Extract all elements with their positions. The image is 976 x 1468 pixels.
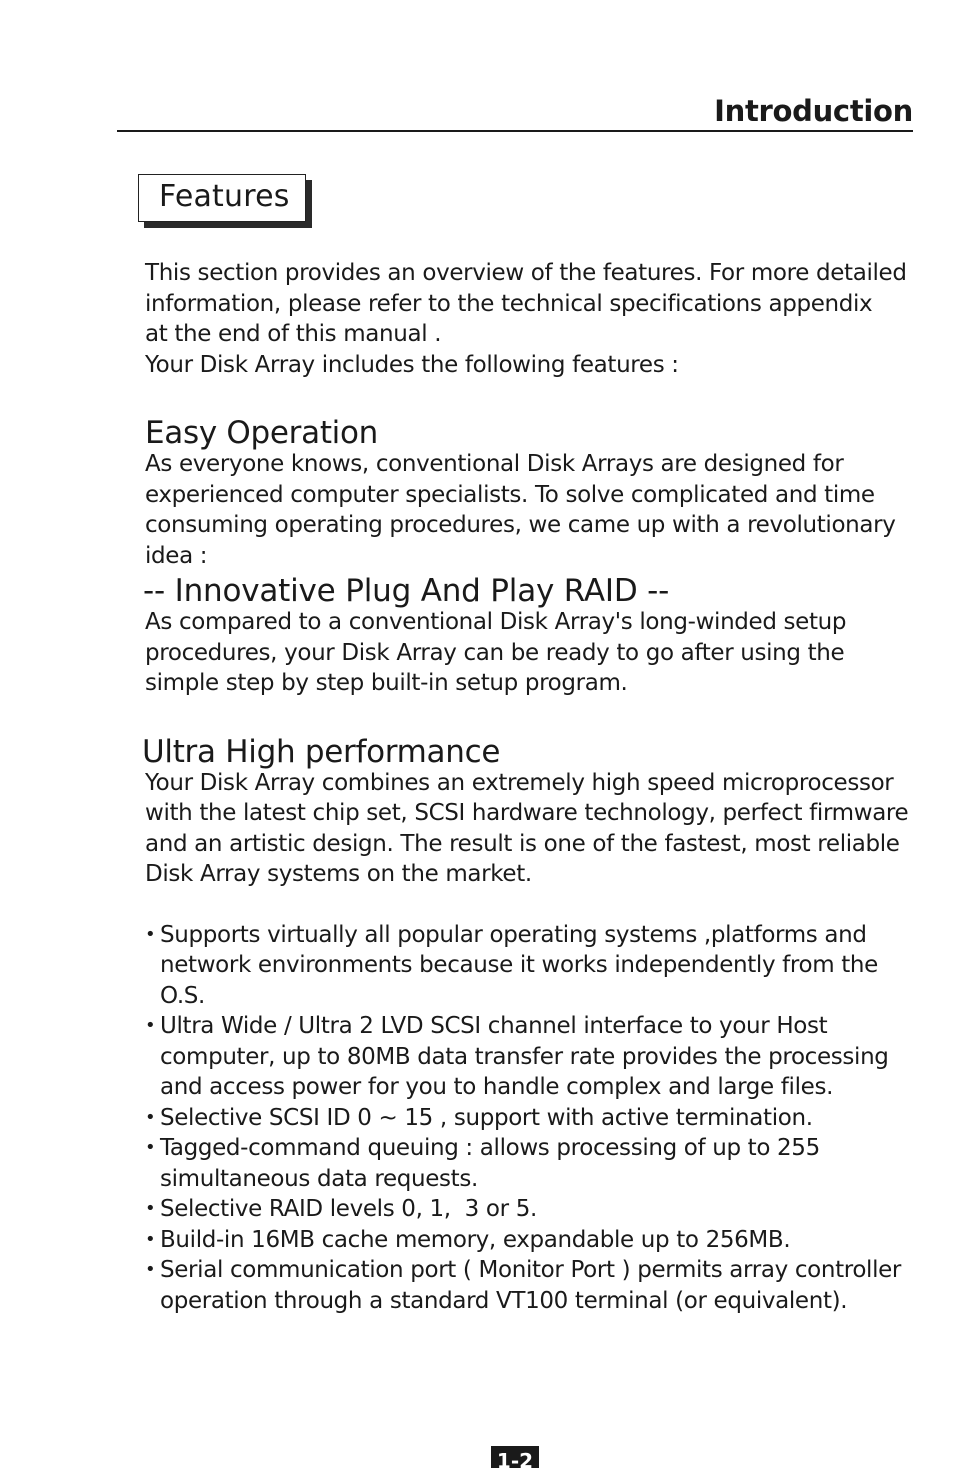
plug-and-play-paragraph <box>145 607 920 699</box>
ultra-high-line: Disk Array systems on the market. <box>145 861 532 887</box>
easy-operation-line: As everyone knows, conventional Disk Arrays are designed for <box>145 451 844 477</box>
feature-line: Tagged-command queuing : allows processing of up to 255 <box>160 1135 820 1161</box>
plug-and-play-line: As compared to a conventional Disk Array's long-winded setup <box>145 609 847 635</box>
easy-operation-line: experienced computer specialists. To solve complicated and time <box>145 481 875 508</box>
feature-line: Build-in 16MB cache memory, expandable up to 256MB. <box>160 1226 791 1253</box>
feature-line: Serial communication port ( Monitor Port ) permits array controller <box>160 1257 902 1283</box>
bullet-glyph: • <box>145 923 156 945</box>
plug-and-play-heading: -- Innovative Plug And Play RAID -- <box>143 573 670 609</box>
feature-line: network environments because it works independently from the <box>160 952 878 978</box>
feature-list-item <box>145 920 920 1012</box>
feature-list-item <box>145 1133 920 1194</box>
feature-line: Ultra Wide / Ultra 2 LVD SCSI channel interface to your Host <box>160 1013 828 1039</box>
bullet-glyph: • <box>145 1106 156 1128</box>
bullet-glyph: • <box>145 1259 156 1280</box>
easy-operation-paragraph <box>145 449 920 571</box>
feature-list-item <box>145 1225 920 1256</box>
bullet-glyph: • <box>145 1228 156 1250</box>
intro-line: This section provides an overview of the features. For more detailed <box>145 260 907 286</box>
feature-line: operation through a standard VT100 terminal (or equivalent). <box>160 1287 848 1314</box>
bullet-glyph: • <box>145 1137 156 1158</box>
running-header-title: Introduction <box>714 94 913 128</box>
feature-list-item <box>145 1011 920 1103</box>
easy-operation-heading: Easy Operation <box>145 415 379 451</box>
intro-line: information, please refer to the technical specifications appendix <box>145 290 873 317</box>
section-title-box <box>138 174 306 222</box>
running-header <box>117 92 913 132</box>
plug-and-play-line: simple step by step built-in setup program. <box>145 670 628 696</box>
plug-and-play-line: procedures, your Disk Array can be ready to go after using the <box>145 639 845 666</box>
ultra-high-line: and an artistic design. The result is one of the fastest, most reliable <box>145 830 900 857</box>
ultra-high-line: with the latest chip set, SCSI hardware technology, perfect firmware <box>145 800 909 826</box>
feature-line: Selective RAID levels 0, 1, 3 or 5. <box>160 1196 537 1222</box>
feature-list-item <box>145 1194 920 1225</box>
feature-list-item <box>145 1255 920 1316</box>
feature-list-item <box>145 1103 920 1134</box>
easy-operation-line: consuming operating procedures, we came up with a revolutionary <box>145 512 896 538</box>
intro-line: Your Disk Array includes the following features : <box>145 351 679 378</box>
bullet-glyph: • <box>145 1198 156 1219</box>
bullet-glyph: • <box>145 1015 156 1036</box>
ultra-high-line: Your Disk Array combines an extremely high speed microprocessor <box>145 769 894 796</box>
page-content <box>142 258 920 1316</box>
feature-line: Selective SCSI ID 0 ~ 15 , support with active termination. <box>160 1104 813 1131</box>
ultra-high-paragraph <box>145 768 920 890</box>
feature-line: and access power for you to handle complex and large files. <box>160 1074 834 1100</box>
feature-line: O.S. <box>160 982 205 1009</box>
intro-paragraph <box>145 258 920 380</box>
feature-line: Supports virtually all popular operating systems ,platforms and <box>160 921 867 948</box>
page-number: 1-2 <box>491 1446 539 1468</box>
intro-line: at the end of this manual . <box>145 321 442 347</box>
feature-line: computer, up to 80MB data transfer rate provides the processing <box>160 1043 889 1070</box>
ultra-high-heading: Ultra High performance <box>142 733 501 770</box>
section-title: Features <box>159 179 290 214</box>
easy-operation-line: idea : <box>145 542 208 569</box>
feature-list <box>145 920 920 1317</box>
feature-line: simultaneous data requests. <box>160 1165 478 1192</box>
